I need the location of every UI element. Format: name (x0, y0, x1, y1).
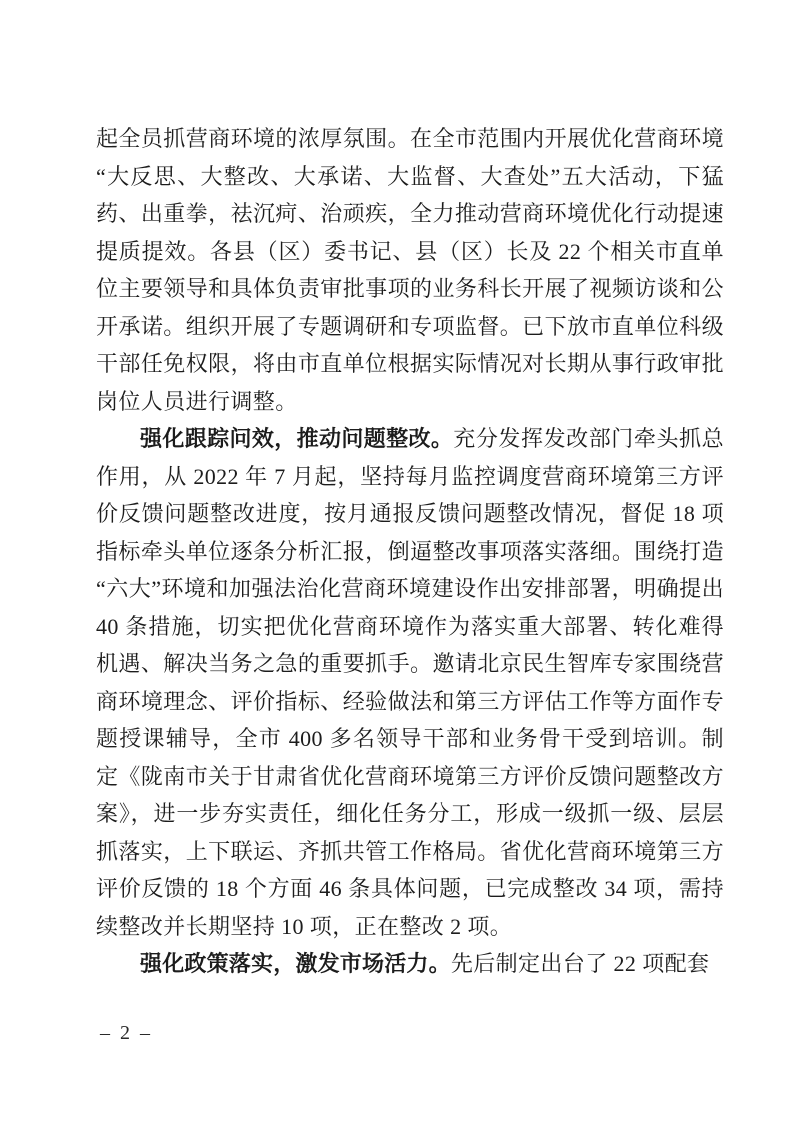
paragraph-policy-vitality (96, 945, 724, 983)
paragraph-policy-vitality-lead: 强化政策落实，激发市场活力。 (140, 951, 451, 976)
paragraph-track-rectify-text: 充分发挥发改部门牵头抓总作用，从 2022 年 7 月起，坚持每月监控调度营商环境第三方评价反馈问题整改进度，按月通报反馈问题整改情况，督促 18 项指标牵头单位逐条分析汇报，倒逼整改事项落实落细。围绕打造“六大”环境和加强法治化营商环境建设作出安排部署，明确提出 40 条措施，切实把优化营商环境作为落实重大部署、转化难得机遇、解决当务之急的重要抓手。邀请北京民生智库专家围绕营商环境理念、评价指标、经验做法和第三方评估工作等方面作专题授课辅导，全市 400 多名领导干部和业务骨干受到培训。制定《陇南市关于甘肃省优化营商环境第三方评价反馈问题整改方案》，进一步夯实责任，细化任务分工，形成一级抓一级、层层抓落实，上下联运、齐抓共管工作格局。省优化营商环境第三方评价反馈的 18 个方面 46 条具体问题，已完成整改 34 项，需持续整改并长期坚持 10 项，正在整改 2 项。 (96, 426, 724, 939)
page-number: – 2 – (100, 1022, 153, 1044)
paragraph-continuation: 起全员抓营商环境的浓厚氛围。在全市范围内开展优化营商环境“大反思、大整改、大承诺、大监督、大查处”五大活动，下猛药、出重拳，祛沉疴、治顽疾，全力推动营商环境优化行动提速提质提效。各县（区）委书记、县（区）长及 22 个相关市直单位主要领导和具体负责审批事项的业务科长开展了视频访谈和公开承诺。组织开展了专题调研和专项监督。已下放市直单位科级干部任免权限，将由市直单位根据实际情况对长期从事行政审批岗位人员进行调整。 (96, 126, 724, 414)
paragraph-policy-vitality-text: 先后制定出台了 22 项配套 (450, 951, 710, 976)
paragraph-track-rectify (96, 420, 724, 945)
document-body (96, 120, 724, 983)
paragraph-track-rectify-lead: 强化跟踪问效，推动问题整改。 (140, 426, 454, 451)
